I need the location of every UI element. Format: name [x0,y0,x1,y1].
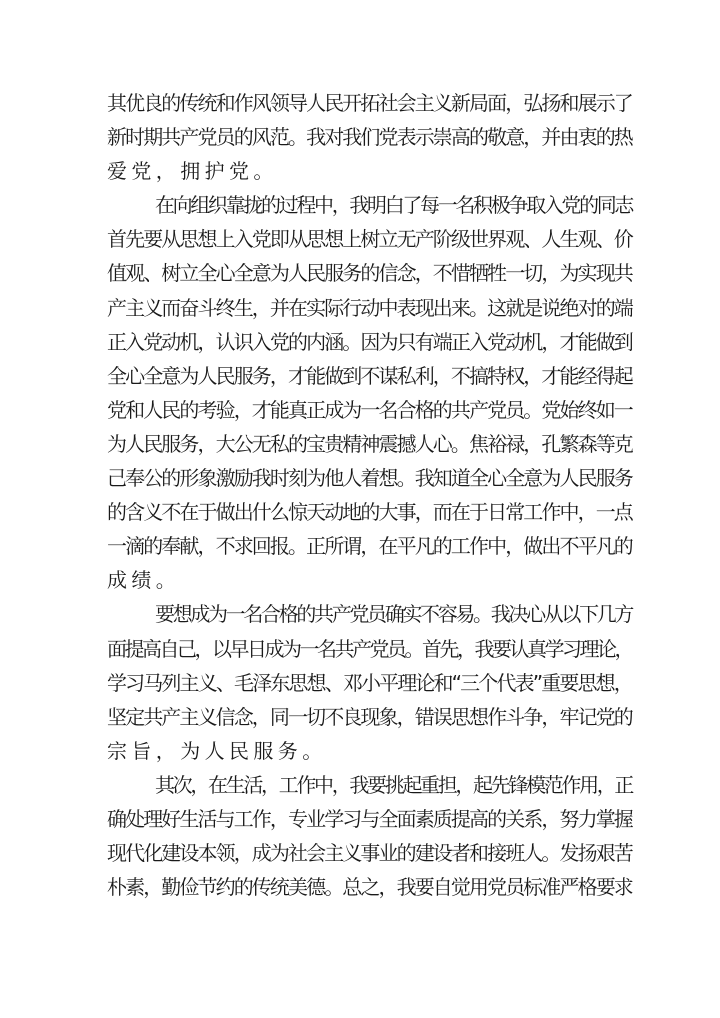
text-line [107,86,637,120]
paragraph [107,597,637,767]
text-line-content: 新时期共产党员的风范。我对我们党表示崇高的敬意，并由衷的热 [107,125,632,150]
text-line-content: 值观、树立全心全意为人民服务的信念，不惜牺牲一切，为实现共 [107,261,632,286]
text-line [107,359,637,393]
text-line [107,700,637,734]
paragraph [107,188,637,597]
text-line [107,666,637,700]
text-line [107,393,637,427]
text-line-content: 己奉公的形象激励我时刻为他人着想。我知道全心全意为人民服务 [107,466,632,491]
text-line-content: 朴素，勤俭节约的传统美德。总之，我要自觉用党员标准严格要求 [107,875,632,900]
text-line-content: 一滴的奉献，不求回报。正所谓，在平凡的工作中，做出不平凡的 [107,534,632,559]
text-line-content: 全心全意为人民服务，才能做到不谋私利，不搞特权，才能经得起 [107,363,632,388]
text-line [107,802,637,836]
text-line [107,529,637,563]
text-line [107,597,637,631]
text-line-content: 首先要从思想上入党即从思想上树立无产阶级世界观、人生观、价 [107,227,632,252]
text-line-content: 爱党，拥护党。 [107,159,278,184]
text-line [107,256,637,290]
paragraph [107,768,637,904]
text-line-content: 在向组织靠拢的过程中，我明白了每一名积极争取入党的同志 [155,193,633,218]
text-line [107,495,637,529]
text-line-content: 学习马列主义、毛泽东思想、邓小平理论和“三个代表”重要思想， [107,670,632,695]
text-line [107,154,637,188]
text-line-content: 要想成为一名合格的共产党员确实不容易。我决心从以下几方 [155,602,633,627]
text-line-content: 坚定共产主义信念，同一切不良现象，错误思想作斗争，牢记党的 [107,704,632,729]
text-line-content: 成绩。 [107,568,181,593]
text-line-content: 其次，在生活，工作中，我要挑起重担，起先锋模范作用，正 [155,772,633,797]
text-line-content: 党和人民的考验，才能真正成为一名合格的共产党员。党始终如一 [107,397,632,422]
text-line [107,632,637,666]
text-line-content: 面提高自己，以早日成为一名共产党员。首先，我要认真学习理论， [107,636,632,661]
text-line-content: 为人民服务，大公无私的宝贵精神震撼人心。焦裕禄，孔繁森等克 [107,431,632,456]
document-page [107,86,637,904]
text-line [107,188,637,222]
text-line-content: 其优良的传统和作风领导人民开拓社会主义新局面，弘扬和展示了 [107,91,632,115]
text-line [107,734,637,768]
text-line-content: 产主义而奋斗终生，并在实际行动中表现出来。这就是说绝对的端 [107,295,632,320]
text-line [107,291,637,325]
text-line [107,870,637,904]
paragraph [107,86,637,188]
text-line [107,120,637,154]
text-line-content: 宗旨，为人民服务。 [107,738,327,763]
text-line-content: 正入党动机，认识入党的内涵。因为只有端正入党动机，才能做到 [107,329,632,354]
text-line-content: 的含义不在于做出什么惊天动地的大事，而在于日常工作中，一点 [107,500,632,525]
text-line [107,768,637,802]
text-line [107,563,637,597]
text-line-content: 现代化建设本领，成为社会主义事业的建设者和接班人。发扬艰苦 [107,841,632,866]
text-line [107,461,637,495]
text-line [107,222,637,256]
text-line-content: 确处理好生活与工作，专业学习与全面素质提高的关系，努力掌握 [107,806,632,831]
text-line [107,427,637,461]
text-line [107,325,637,359]
text-line [107,836,637,870]
